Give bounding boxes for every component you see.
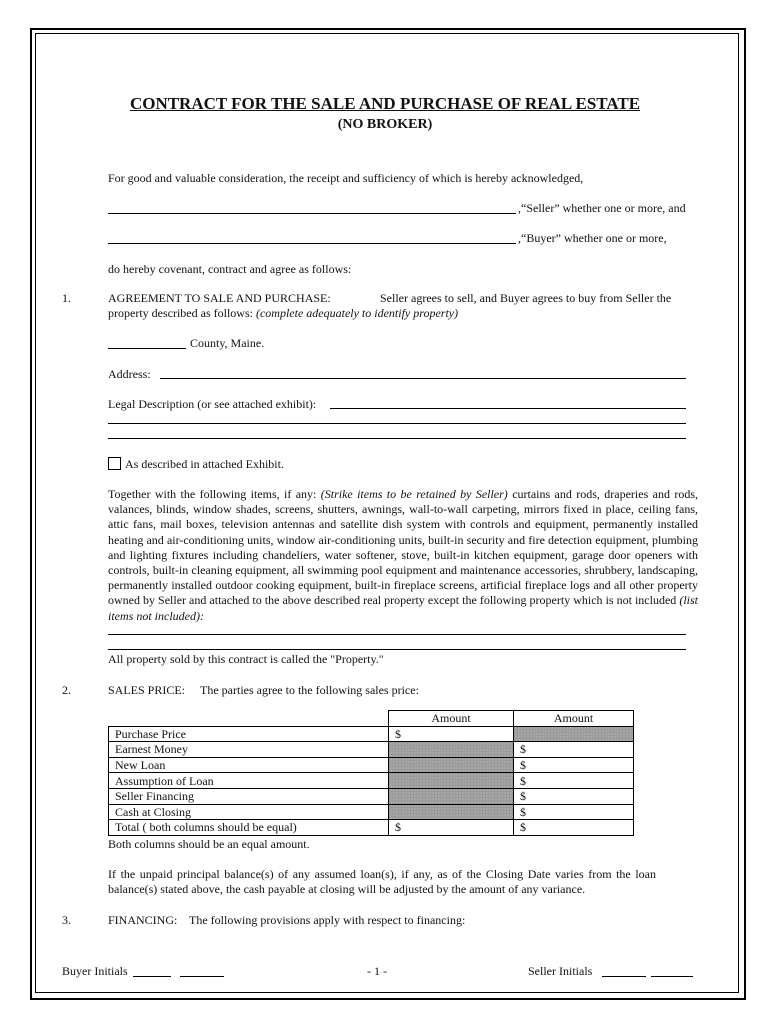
- row-amount-2[interactable]: $: [514, 757, 634, 773]
- section-2-number: 2.: [62, 683, 71, 697]
- row-amount-2[interactable]: $: [514, 788, 634, 804]
- address-label: Address:: [108, 367, 151, 381]
- row-amount-2-shaded: [514, 726, 634, 742]
- document-title: CONTRACT FOR THE SALE AND PURCHASE OF REAL ESTATE: [129, 94, 641, 113]
- intro-text: For good and valuable consideration, the receipt and sufficiency of which is hereby acknowledged,: [108, 171, 584, 185]
- address-field[interactable]: [160, 378, 686, 379]
- sales-price-table: [108, 710, 634, 836]
- row-amount-1-shaded: [389, 788, 514, 804]
- buyer-initials-label: Buyer Initials: [62, 964, 128, 978]
- section-3-text: The following provisions apply with respect to financing:: [189, 913, 466, 927]
- row-amount-1-shaded: [389, 757, 514, 773]
- document-subtitle: (NO BROKER): [337, 117, 433, 132]
- section-1-heading: AGREEMENT TO SALE AND PURCHASE:: [108, 291, 331, 305]
- legal-description-field-3[interactable]: [108, 438, 686, 439]
- table-row: [109, 788, 634, 804]
- county-label: County, Maine.: [190, 336, 265, 350]
- section-2-heading: SALES PRICE:: [108, 683, 186, 697]
- variance-text: If the unpaid principal balance(s) of any assumed loan(s), if any, as of the Closing Date varies from the loan balance(s) stated above, the cash payable at closing will be adjusted by the amount of any variance.: [108, 867, 656, 897]
- county-field[interactable]: [108, 348, 186, 349]
- row-amount-1-shaded: [389, 742, 514, 758]
- row-label: Purchase Price: [109, 726, 389, 742]
- row-label: Total ( both columns should be equal): [109, 820, 389, 836]
- items-prefix: Together with the following items, if any:: [108, 487, 317, 501]
- items-body: curtains and rods, draperies and rods, valances, blinds, window shades, screens, shutters, awnings, wall-to-wall carpeting, mirrors fixed in place, ceiling fans, attic fans, mail boxes, television antennas and satellite dish system with controls and equipment, permanently installed heating and air-conditioning units, window air-conditioning units, built-in security and fire detection equipment, plumbing and lighting fixtures including chandeliers, water softener, stove, built-in kitchen equipment, garage door openers with controls, built-in cleaning equipment, all swimming pool equipment and maintenance accessories, shrubbery, landscaping, permanently installed outdoor cooking equipment, built-in fireplace screens, artificial fireplace logs and all other property owned by Seller and attached to the above described real property except the following property which is not included: [108, 487, 698, 608]
- row-amount-1[interactable]: $: [389, 820, 514, 836]
- row-label: Seller Financing: [109, 788, 389, 804]
- seller-name-field[interactable]: [108, 213, 516, 214]
- seller-initials-field-2[interactable]: [651, 976, 693, 977]
- section-1-text2: property described as follows:: [108, 306, 253, 320]
- section-3-heading: FINANCING:: [108, 913, 178, 927]
- row-label: Earnest Money: [109, 742, 389, 758]
- equal-note: Both columns should be an equal amount.: [108, 837, 310, 851]
- row-amount-1-shaded: [389, 773, 514, 789]
- table-row: [109, 757, 634, 773]
- section-1-text: Seller agrees to sell, and Buyer agrees to buy from Seller the: [380, 291, 672, 305]
- exhibit-checkbox[interactable]: [108, 457, 121, 470]
- table-row: [109, 773, 634, 789]
- row-amount-2[interactable]: $: [514, 820, 634, 836]
- seller-suffix: ,“Seller” whether one or more, and: [518, 201, 686, 215]
- page-number: - 1 -: [367, 964, 387, 978]
- row-label: Assumption of Loan: [109, 773, 389, 789]
- covenant-text: do hereby covenant, contract and agree as follows:: [108, 262, 352, 276]
- seller-initials-label: Seller Initials: [528, 964, 593, 978]
- buyer-initials-field-1[interactable]: [133, 976, 171, 977]
- row-amount-1-shaded: [389, 804, 514, 820]
- row-amount-2[interactable]: $: [514, 742, 634, 758]
- legal-description-label: Legal Description (or see attached exhibit):: [108, 397, 317, 411]
- row-label: Cash at Closing: [109, 804, 389, 820]
- table-header-row: [109, 711, 634, 727]
- buyer-suffix: ,“Buyer” whether one or more,: [518, 231, 667, 245]
- legal-description-field-1[interactable]: [330, 408, 686, 409]
- row-amount-2[interactable]: $: [514, 804, 634, 820]
- row-label: New Loan: [109, 757, 389, 773]
- seller-initials-field-1[interactable]: [602, 976, 646, 977]
- table-row-total: [109, 820, 634, 836]
- exhibit-label: As described in attached Exhibit.: [125, 457, 284, 471]
- row-amount-1[interactable]: $: [389, 726, 514, 742]
- exhibit-option: [108, 457, 284, 472]
- section-1-text-line2: [108, 306, 458, 321]
- table-header-amount-2: Amount: [514, 711, 634, 727]
- items-italic: (Strike items to be retained by Seller): [320, 487, 508, 501]
- table-row: [109, 804, 634, 820]
- table-row: [109, 726, 634, 742]
- table-header-blank: [109, 711, 389, 727]
- section-3-number: 3.: [62, 913, 71, 927]
- buyer-initials-field-2[interactable]: [180, 976, 224, 977]
- property-note: All property sold by this contract is called the "Property.": [108, 652, 384, 666]
- buyer-name-field[interactable]: [108, 243, 516, 244]
- section-2-text: The parties agree to the following sales price:: [200, 683, 419, 697]
- legal-description-field-2[interactable]: [108, 423, 686, 424]
- section-1-text2-italic: (complete adequately to identify property): [255, 306, 459, 320]
- table-header-amount-1: Amount: [389, 711, 514, 727]
- excluded-items-field-2[interactable]: [108, 649, 686, 650]
- items-italic-2: (list items not included):: [108, 593, 698, 623]
- excluded-items-field-1[interactable]: [108, 634, 686, 635]
- table-row: [109, 742, 634, 758]
- included-items-paragraph: [108, 487, 698, 624]
- section-1-number: 1.: [62, 291, 71, 305]
- row-amount-2[interactable]: $: [514, 773, 634, 789]
